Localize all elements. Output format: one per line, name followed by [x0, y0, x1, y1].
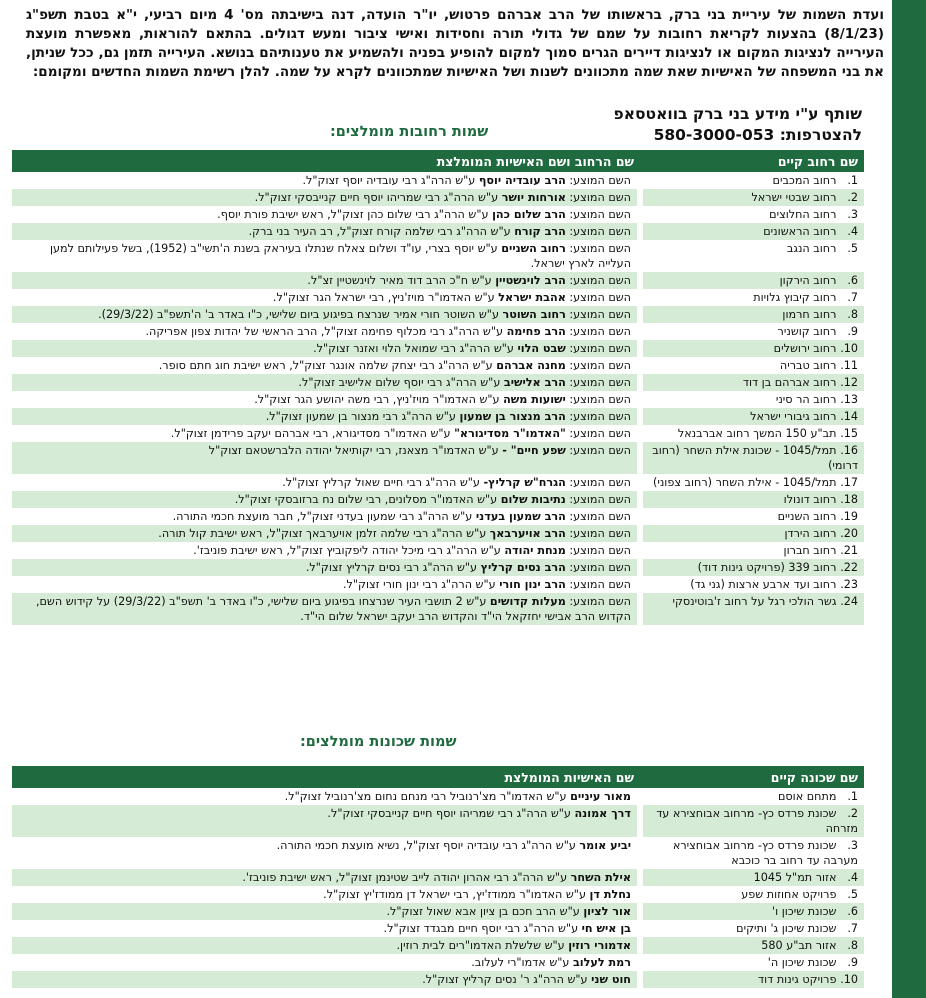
proposed-name: בן איש חי [581, 922, 631, 935]
existing-name-cell [640, 357, 864, 374]
row-number: 4. [847, 871, 858, 884]
row-number: 5. [847, 888, 858, 901]
existing-name-cell [640, 788, 864, 805]
table-row [12, 189, 864, 206]
proposed-name: רחוב השוטר [502, 308, 566, 321]
proposed-name-cell [12, 954, 640, 971]
proposed-name: אור לציון [583, 905, 631, 918]
existing-name: שכונת פרדס כץ- מרחוב אבוחצירא עד מזרחה [656, 807, 858, 835]
existing-name: מתחם אוסם [777, 790, 837, 803]
row-number: 1. [847, 174, 858, 187]
green-side-strip [892, 0, 926, 998]
intro-paragraph: ועדת השמות של עיריית בני ברק, בראשותו של הרב אברהם פרטוש, יו"ר הועדה, דנה בישיבתה מס' 4 מיום רביעי, י"א בטבת תשפ"ג (8/1/23) בהצעות לקריאת רחובות על שמם של גדולי תורה וחסידות ואישי ציבור ומעש דגולים. בהתאם להוראות, מאפשרת מועצת העירייה לנציגות המקום או לנציגות דיירים הגרים סמוך למקום להופיע בפניה ולהשמיע את טענותיהם בנושא. העירייה תזמן גם, ככל שניתן, את בני המשפחה של האישיות שאת שמה מתכוונים לשנות ושל האישיות שמתכוונים לקרא על שמה. להלן רשימת השמות החדשים ומקומם: [26, 7, 884, 80]
proposed-name-cell [12, 971, 640, 988]
proposed-name-cell [12, 869, 640, 886]
existing-name-cell [640, 593, 864, 625]
proposed-name-cell [12, 903, 640, 920]
existing-name-cell [640, 920, 864, 937]
row-number: 5. [847, 242, 858, 255]
proposed-name: הרב ינון חורי [499, 578, 566, 591]
row-number: 23. [840, 578, 858, 591]
proposed-description: ע"ש הרה"ג רבי שלום כהן זצוק"ל, ראש ישיבת פורת יוסף. [217, 208, 489, 221]
proposed-description: ע"ש אדמו"רי לעלוב. [471, 956, 570, 969]
proposed-description: ע"ש הרה"ג רבי שלמה זלמן אויערבאך זצוק"ל, ראש ישיבת קול תורה. [158, 527, 487, 540]
streets-section-title: שמות רחובות מומלצים: [330, 124, 489, 140]
row-number: 7. [847, 922, 858, 935]
proposed-name: יביע אומר [579, 839, 631, 852]
table-row [12, 971, 864, 988]
proposed-description: ע"ש הרה"ג רבי יוסף שלום אלישיב זצוק"ל. [298, 376, 501, 389]
streets-table [12, 150, 864, 625]
share-line-2: להצטרפות: 580-3000-053 [653, 126, 862, 144]
existing-name: שכונת פרדס כץ- מרחוב אבוחצירא מערבה עד רחוב בר כוכבא [672, 839, 858, 867]
existing-name: רחוב הירקון [779, 274, 837, 287]
existing-name: רחוב הראשונים [763, 225, 837, 238]
row-number: 10. [840, 342, 858, 355]
table-row [12, 525, 864, 542]
table-row [12, 542, 864, 559]
proposed-prefix: השם המוצע: [569, 325, 631, 338]
table-row [12, 374, 864, 391]
row-number: 17. [840, 476, 858, 489]
proposed-name: שבט הלוי [517, 342, 566, 355]
proposed-name: נחלת דן [589, 888, 631, 901]
proposed-description: ע"ש הרה"ג רבי שמעון בעדני זצוק"ל, חבר מועצת חכמי התורה. [172, 510, 473, 523]
proposed-prefix: השם המוצע: [569, 476, 631, 489]
proposed-name-cell [12, 837, 640, 869]
existing-name: רחוב הירדן [784, 527, 837, 540]
table-row [12, 306, 864, 323]
neighborhoods-header-row [12, 766, 864, 788]
proposed-name: הרב שמעון בעדני [475, 510, 566, 523]
proposed-prefix: השם המוצע: [569, 308, 631, 321]
proposed-description: ע"ש הרה"ג רבי נסים קרליץ זצוק"ל. [305, 561, 478, 574]
existing-name-cell [640, 937, 864, 954]
proposed-name: הרב אויערבאך [489, 527, 566, 540]
proposed-description: ע"ש השוטר חורי אמיר שנרצח בפיגוע ביום שלישי, כ"ו באדר ב' ה'תשפ"ב (29/3/22). [98, 308, 499, 321]
proposed-name-cell [12, 920, 640, 937]
existing-name: שכונת שיכון ו' [772, 905, 837, 918]
proposed-name: ישועות משה [503, 393, 566, 406]
proposed-name: מאור עיניים [570, 790, 631, 803]
proposed-name: הרב קורח [514, 225, 566, 238]
existing-name-cell [640, 340, 864, 357]
existing-name-cell [640, 886, 864, 903]
row-number: 19. [840, 510, 858, 523]
proposed-name: אהבת ישראל [498, 291, 566, 304]
proposed-description: ע"ש הרה"ג רבי יצחק שלמה אונגר זצוק"ל, ראש ישיבת חוג חתם סופר. [158, 359, 493, 372]
proposed-prefix: השם המוצע: [569, 393, 631, 406]
table-row [12, 886, 864, 903]
existing-name: תמל/1045 - שכונת אילת השחר (רחוב דרומי) [652, 444, 858, 472]
proposed-name-cell [12, 508, 640, 525]
existing-name: רחוב גיבורי ישראל [750, 410, 837, 423]
table-row [12, 491, 864, 508]
existing-name: רחוב דונולו [783, 493, 837, 506]
table-row [12, 223, 864, 240]
proposed-name-cell [12, 223, 640, 240]
proposed-name: הרב לוינשטיין [495, 274, 566, 287]
table-row [12, 391, 864, 408]
proposed-description: ע"ש יוסף בצרי, עו"ד ושלום צאלח שנתלו בעיראק בשנת ה'תשי"ב (1952), בשל פעילותם למען העלייה לארץ ישראל. [49, 242, 631, 270]
proposed-description: ע"ש הרה"ג רבי שמואל הלוי ואזנר זצוק"ל. [313, 342, 514, 355]
row-number: 14. [840, 410, 858, 423]
proposed-description: ע"ש הרה"ג רבי מנצור בן שמעון זצוק"ל. [265, 410, 456, 423]
proposed-description: ע"ש האדמו"ר ממודז'יץ, רבי ישראל דן ממודז'יץ זצוק"ל. [323, 888, 586, 901]
existing-name-cell [640, 869, 864, 886]
existing-name-cell [640, 240, 864, 272]
existing-name-cell [640, 903, 864, 920]
proposed-name-cell [12, 425, 640, 442]
proposed-name-cell [12, 576, 640, 593]
proposed-name-cell [12, 272, 640, 289]
table-row [12, 323, 864, 340]
existing-name: תמל/1045 - אילת השחר (רחוב צפוני) [652, 476, 837, 489]
proposed-name-cell [12, 408, 640, 425]
proposed-prefix: השם המוצע: [569, 444, 631, 457]
proposed-name: אילת השחר [570, 871, 631, 884]
row-number: 2. [847, 191, 858, 204]
proposed-name-cell [12, 374, 640, 391]
table-row [12, 559, 864, 576]
proposed-prefix: השם המוצע: [569, 410, 631, 423]
table-row [12, 805, 864, 837]
proposed-description: ע"ש האדמו"ר מויז'ניץ, רבי משה יהושע הגר זצוק"ל. [254, 393, 500, 406]
existing-name-cell [640, 491, 864, 508]
proposed-name-cell [12, 357, 640, 374]
existing-name: תב"ע 150 המשך רחוב אברבנאל [677, 427, 837, 440]
proposed-prefix: השם המוצע: [569, 208, 631, 221]
table-row [12, 788, 864, 805]
proposed-prefix: השם המוצע: [569, 561, 631, 574]
proposed-prefix: השם המוצע: [569, 342, 631, 355]
existing-name-cell [640, 954, 864, 971]
proposed-prefix: השם המוצע: [569, 510, 631, 523]
row-number: 6. [847, 905, 858, 918]
proposed-description: ע"ש האדמו"ר מסדיגורא, רבי אברהם יעקב פרידמן זצוק"ל. [170, 427, 451, 440]
streets-col-existing: שם רחוב קיים [640, 150, 864, 172]
streets-col-proposed: שם הרחוב ושם האישיות המומלצת [12, 150, 640, 172]
row-number: 22. [840, 561, 858, 574]
existing-name: רחוב השניים [777, 510, 837, 523]
existing-name: רחוב קיבוץ גלויות [753, 291, 837, 304]
existing-name: רחוב שבטי ישראל [751, 191, 837, 204]
existing-name-cell [640, 442, 864, 474]
row-number: 4. [847, 225, 858, 238]
proposed-description: ע"ש האדמו"ר מצ'רנוביל רבי מנחם נחום מצ'רנוביל זצוק"ל. [284, 790, 567, 803]
table-row [12, 289, 864, 306]
existing-name: רחוב ועד ארבע ארצות (גני גד) [690, 578, 837, 591]
proposed-description: ע"ש הרה"ג רבי חיים שאול קרליץ זצוק"ל. [282, 476, 480, 489]
table-row [12, 576, 864, 593]
table-row [12, 508, 864, 525]
table-row [12, 172, 864, 189]
existing-name-cell [640, 425, 864, 442]
existing-name: רחוב חברון [783, 544, 837, 557]
table-row [12, 920, 864, 937]
row-number: 10. [840, 973, 858, 986]
proposed-name: רמת לעלוב [572, 956, 631, 969]
proposed-name-cell [12, 442, 640, 474]
existing-name: פרויקט גינות דוד [758, 973, 837, 986]
proposed-description: ע"ש ח"כ הרב דוד מאיר לוינשטיין זצ"ל. [307, 274, 492, 287]
row-number: 7. [847, 291, 858, 304]
proposed-name: אדמורי רוזין [568, 939, 631, 952]
share-line-1: שותף ע"י מידע בני ברק בוואטסאפ [613, 105, 862, 123]
proposed-name: הרב מנצור בן שמעון [459, 410, 566, 423]
existing-name-cell [640, 391, 864, 408]
row-number: 24. [840, 595, 858, 608]
proposed-prefix: השם המוצע: [569, 544, 631, 557]
existing-name: פרויקט אחוזות שפע [741, 888, 837, 901]
streets-header-row [12, 150, 864, 172]
proposed-name-cell [12, 474, 640, 491]
proposed-name: מחנה אברהם [496, 359, 566, 372]
row-number: 1. [847, 790, 858, 803]
proposed-name-cell [12, 593, 640, 625]
table-row [12, 954, 864, 971]
proposed-description: ע"ש הרה"ג רבי עובדיה יוסף זצוק"ל, נשיא מועצת חכמי התורה. [276, 839, 576, 852]
proposed-prefix: השם המוצע: [569, 376, 631, 389]
proposed-prefix: השם המוצע: [569, 427, 631, 440]
table-row [12, 869, 864, 886]
proposed-name-cell [12, 491, 640, 508]
proposed-name: הרב פחימה [506, 325, 566, 338]
existing-name-cell [640, 576, 864, 593]
proposed-description: ע"ש הרה"ג רבי שמריהו יוסף חיים קנייבסקי זצוק"ל. [327, 807, 571, 820]
proposed-name: נתיבות שלום [500, 493, 566, 506]
neighborhoods-section-title: שמות שכונות מומלצים: [300, 734, 457, 750]
table-row [12, 272, 864, 289]
proposed-prefix: השם המוצע: [569, 225, 631, 238]
proposed-description: ע"ש הרה"ג ר' נסים קרליץ זצוק"ל. [422, 973, 588, 986]
existing-name: רחוב טבריה [779, 359, 837, 372]
proposed-name-cell [12, 788, 640, 805]
proposed-name: רחוב השניים [501, 242, 566, 255]
existing-name: רחוב קושניר [777, 325, 837, 338]
proposed-name-cell [12, 189, 640, 206]
proposed-name: הגרח"ש קרליץ- [483, 476, 566, 489]
existing-name: רחוב הנגב [786, 242, 837, 255]
proposed-prefix: השם המוצע: [569, 274, 631, 287]
proposed-name-cell [12, 289, 640, 306]
proposed-name-cell [12, 391, 640, 408]
existing-name-cell [640, 289, 864, 306]
proposed-description: ע"ש הרה"ג רבי שלמה קורח זצוק"ל, רב העיר בני ברק. [248, 225, 511, 238]
existing-name-cell [640, 172, 864, 189]
existing-name-cell [640, 206, 864, 223]
proposed-name-cell [12, 886, 640, 903]
proposed-name-cell [12, 340, 640, 357]
existing-name-cell [640, 408, 864, 425]
row-number: 13. [840, 393, 858, 406]
streets-table-body [12, 172, 864, 625]
existing-name-cell [640, 189, 864, 206]
proposed-name: מנחת יהודה [504, 544, 566, 557]
proposed-description: ע"ש האדמו"ר מצאנז, רבי יקותיאל יהודה הלברשטאם זצוק"ל [208, 444, 499, 457]
existing-name-cell [640, 223, 864, 240]
row-number: 18. [840, 493, 858, 506]
row-number: 6. [847, 274, 858, 287]
existing-name: אזור תמ"ל 1045 [753, 871, 837, 884]
table-row [12, 340, 864, 357]
row-number: 11. [840, 359, 858, 372]
proposed-description: ע"ש הרה"ג רבי מכלוף פחימה זצוק"ל, הרב הראשי של יהדות צפון אפריקה. [145, 325, 504, 338]
existing-name: רחוב חרמון [782, 308, 837, 321]
proposed-description: ע"ש הרה"ג רבי מיכל יהודה ליפקוביץ זצוק"ל, ראש ישיבת פוניבז'. [193, 544, 501, 557]
proposed-name-cell [12, 306, 640, 323]
existing-name-cell [640, 508, 864, 525]
row-number: 15. [840, 427, 858, 440]
table-row [12, 425, 864, 442]
row-number: 8. [847, 939, 858, 952]
existing-name: רחוב המכבים [772, 174, 837, 187]
proposed-name: הרב נסים קרליץ [480, 561, 566, 574]
existing-name-cell [640, 542, 864, 559]
proposed-prefix: השם המוצע: [569, 242, 631, 255]
row-number: 20. [840, 527, 858, 540]
row-number: 12. [840, 376, 858, 389]
proposed-prefix: השם המוצע: [569, 191, 631, 204]
proposed-name-cell [12, 542, 640, 559]
proposed-name: הרב אלישיב [503, 376, 566, 389]
proposed-prefix: השם המוצע: [569, 359, 631, 372]
existing-name: אזור תב"ע 580 [761, 939, 837, 952]
table-row [12, 206, 864, 223]
existing-name-cell [640, 559, 864, 576]
proposed-name-cell [12, 805, 640, 837]
existing-name-cell [640, 272, 864, 289]
table-row [12, 408, 864, 425]
proposed-description: ע"ש האדמו"ר מויז'ניץ, רבי ישראל הגר זצוק"ל. [272, 291, 495, 304]
proposed-name-cell [12, 323, 640, 340]
existing-name-cell [640, 525, 864, 542]
proposed-name: מעלות קדושים [489, 595, 566, 608]
existing-name-cell [640, 971, 864, 988]
existing-name: רחוב הר סיני [775, 393, 837, 406]
proposed-name-cell [12, 937, 640, 954]
proposed-description: ע"ש הרה"ג רבי עובדיה יוסף זצוק"ל. [302, 174, 476, 187]
table-row [12, 593, 864, 625]
proposed-prefix: השם המוצע: [569, 493, 631, 506]
table-row [12, 903, 864, 920]
existing-name: רחוב 339 (פרויקט גינות דוד) [697, 561, 837, 574]
existing-name-cell [640, 474, 864, 491]
proposed-description: ע"ש 2 תושבי העיר שנרצחו בפיגוע ביום שלישי, כ"ו באדר ב' תשפ"ב (29/3/22) על קידוש השם, הקדוש הרב אבישי יחזקאל הי"ד והקדוש הרב יעקב ישראל שלום הי"ד. [35, 595, 631, 623]
existing-name: שכונת שיכון ג' ותיקים [736, 922, 837, 935]
row-number: 9. [847, 325, 858, 338]
proposed-name-cell [12, 240, 640, 272]
proposed-description: ע"ש שלשלת האדמו"רים לבית רוזין. [396, 939, 565, 952]
existing-name-cell [640, 805, 864, 837]
proposed-name: חוט שני [591, 973, 631, 986]
existing-name: רחוב החלוצים [769, 208, 837, 221]
proposed-name-cell [12, 559, 640, 576]
neighborhoods-table-body [12, 788, 864, 988]
existing-name-cell [640, 374, 864, 391]
proposed-description: ע"ש הרה"ג רבי שמריהו יוסף חיים קנייבסקי זצוק"ל. [254, 191, 499, 204]
proposed-name: שפע חיים" - [502, 444, 566, 457]
proposed-name-cell [12, 172, 640, 189]
table-row [12, 937, 864, 954]
existing-name: גשר הולכי רגל על רחוב ז'בוטינסקי [672, 595, 837, 608]
row-number: 2. [847, 807, 858, 820]
existing-name-cell [640, 323, 864, 340]
row-number: 16. [840, 444, 858, 457]
proposed-name-cell [12, 525, 640, 542]
proposed-description: ע"ש הרה"ג רבי יוסף חיים מבגדד זצוק"ל. [383, 922, 579, 935]
proposed-description: ע"ש הרב חכם בן ציון אבא שאול זצוק"ל. [386, 905, 580, 918]
proposed-prefix: השם המוצע: [569, 595, 631, 608]
proposed-name: אורחות יושר [501, 191, 566, 204]
row-number: 9. [847, 956, 858, 969]
proposed-name: הרב שלום כהן [492, 208, 566, 221]
content-area [18, 0, 888, 82]
proposed-prefix: השם המוצע: [569, 578, 631, 591]
existing-name: רחוב ירושלים [773, 342, 837, 355]
neighborhoods-col-existing: שם שכונה קיים [640, 766, 864, 788]
row-number: 3. [847, 208, 858, 221]
existing-name-cell [640, 306, 864, 323]
table-row [12, 442, 864, 474]
row-number: 8. [847, 308, 858, 321]
table-row [12, 357, 864, 374]
neighborhoods-col-proposed: שם האישיות המומלצת [12, 766, 640, 788]
proposed-prefix: השם המוצע: [569, 291, 631, 304]
proposed-description: ע"ש האדמו"ר מסלונים, רבי שלום נח ברזובסקי זצוק"ל. [234, 493, 498, 506]
proposed-name-cell [12, 206, 640, 223]
table-row [12, 474, 864, 491]
existing-name: שכונת שיכון ה' [767, 956, 837, 969]
table-row [12, 837, 864, 869]
proposed-prefix: השם המוצע: [569, 174, 631, 187]
neighborhoods-table [12, 766, 864, 988]
proposed-name: דרך אמונה [574, 807, 631, 820]
proposed-name: הרב עובדיה יוסף [478, 174, 566, 187]
proposed-name: "האדמו"ר מסדיגורא" [454, 427, 566, 440]
whatsapp-share-note [614, 104, 862, 146]
existing-name: רחוב אברהם בן דוד [742, 376, 837, 389]
proposed-description: ע"ש הרה"ג רבי ינון חורי זצוק"ל. [343, 578, 496, 591]
row-number: 3. [847, 839, 858, 852]
proposed-description: ע"ש הרה"ג רבי אהרון יהודה לייב שטינמן זצוק"ל, ראש ישיבת פוניבז'. [242, 871, 568, 884]
row-number: 21. [840, 544, 858, 557]
table-row [12, 240, 864, 272]
existing-name-cell [640, 837, 864, 869]
proposed-prefix: השם המוצע: [569, 527, 631, 540]
